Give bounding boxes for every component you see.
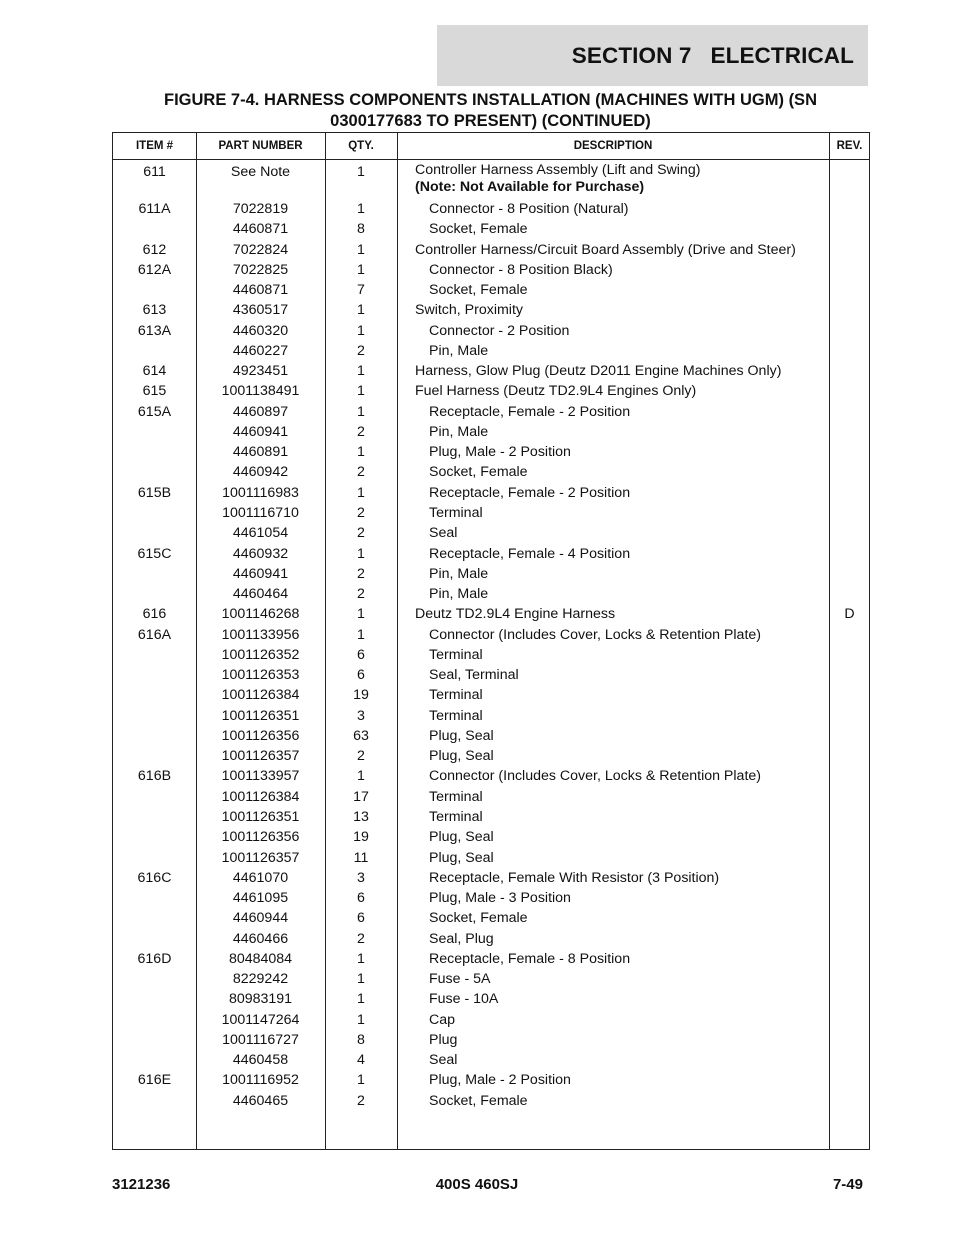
description: Terminal (429, 504, 483, 521)
table-row (113, 929, 869, 949)
column-header-description: DESCRIPTION (573, 140, 653, 152)
table-row (113, 685, 869, 705)
part-number: 7022824 (232, 241, 289, 258)
quantity: 7 (357, 282, 365, 299)
item-number: 613A (137, 322, 172, 339)
quantity: 1 (357, 363, 365, 380)
part-number: 4461070 (232, 869, 289, 886)
part-number: 1001116710 (222, 504, 299, 521)
table-row (113, 908, 869, 928)
quantity: 6 (357, 910, 365, 927)
quantity: 1 (357, 302, 365, 319)
part-number: 4460932 (232, 545, 289, 562)
column-header-part-number: PART NUMBER (218, 140, 303, 152)
item-number: 616D (137, 950, 172, 967)
quantity: 1 (357, 950, 365, 967)
table-row (113, 442, 869, 462)
part-number: 4460944 (232, 910, 289, 927)
table-row (113, 766, 869, 786)
description: Harness, Glow Plug (Deutz D2011 Engine Machines Only) (415, 363, 782, 380)
part-number: 1001116727 (222, 1031, 299, 1048)
part-number: 4460227 (232, 342, 289, 359)
column-header-qty: QTY. (348, 140, 374, 152)
table-row (113, 706, 869, 726)
description: Pin, Male (429, 565, 489, 582)
item-number: 612A (137, 261, 172, 278)
description: Cap (429, 1011, 456, 1028)
description: Terminal (429, 687, 483, 704)
item-number: 616E (137, 1072, 172, 1089)
description: Seal, Plug (429, 930, 494, 947)
table-row (113, 321, 869, 341)
quantity: 1 (357, 991, 365, 1008)
quantity: 2 (357, 342, 365, 359)
description: Switch, Proximity (415, 302, 523, 319)
parts-table (112, 132, 870, 1150)
description: Connector (Includes Cover, Locks & Retention Plate) (429, 768, 761, 785)
figure-title-line-2: 0300177683 TO PRESENT) (CONTINUED) (330, 112, 651, 130)
part-number: 1001126353 (221, 667, 300, 684)
quantity: 19 (353, 829, 369, 846)
section-title: SECTION 7 ELECTRICAL (571, 42, 854, 68)
table-row (113, 462, 869, 482)
quantity: 1 (357, 768, 365, 785)
quantity: 2 (357, 748, 365, 765)
item-number: 615A (137, 403, 172, 420)
item-number: 615 (142, 383, 167, 400)
part-number: 1001126356 (221, 829, 300, 846)
table-row (113, 807, 869, 827)
table-row (113, 483, 869, 503)
table-row (113, 523, 869, 543)
table-row (113, 746, 869, 766)
item-number: 611A (138, 201, 171, 217)
quantity: 1 (357, 403, 365, 420)
description: Receptacle, Female - 8 Position (429, 950, 631, 967)
quantity: 1 (357, 383, 365, 400)
item-number: 616A (137, 626, 172, 643)
item-number: 616B (137, 768, 172, 785)
part-number: 4460871 (232, 282, 289, 299)
description: Socket, Female (429, 910, 528, 927)
description: Connector - 8 Position (Natural) (429, 201, 629, 217)
part-number: 4460941 (232, 565, 289, 582)
table-row (113, 726, 869, 746)
quantity: 6 (357, 646, 365, 663)
quantity: 1 (357, 444, 365, 461)
table-row (113, 240, 869, 260)
part-number: 4461095 (232, 890, 289, 907)
table-body (113, 162, 869, 1111)
item-number: 612 (142, 241, 167, 258)
quantity: 4 (357, 1052, 365, 1069)
part-number: 1001147264 (221, 1011, 300, 1028)
description-note: (Note: Not Available for Purchase) (415, 179, 645, 195)
part-number: 1001138491 (221, 383, 300, 400)
table-row (113, 381, 869, 401)
part-number: 4923451 (232, 363, 289, 380)
table-row (113, 645, 869, 665)
footer-document-number: 3121236 (112, 1176, 171, 1193)
table-row (113, 949, 869, 969)
quantity: 2 (357, 565, 365, 582)
description: Connector - 2 Position (429, 322, 570, 339)
quantity: 1 (357, 545, 365, 562)
table-row (113, 341, 869, 361)
table-row (113, 564, 869, 584)
quantity: 1 (357, 626, 365, 643)
part-number: 1001116983 (222, 484, 299, 501)
part-number: 8229242 (232, 971, 289, 988)
description: Terminal (429, 788, 483, 805)
table-row (113, 503, 869, 523)
part-number: 4460897 (232, 403, 289, 420)
table-row (113, 219, 869, 239)
part-number: 1001126357 (221, 849, 300, 866)
quantity: 6 (357, 890, 365, 907)
quantity: 17 (353, 788, 369, 805)
description: Seal (429, 525, 458, 542)
description: Plug, Male - 3 Position (429, 890, 571, 907)
part-number: 1001126351 (221, 707, 300, 724)
part-number: 4460941 (232, 423, 289, 440)
quantity: 2 (357, 586, 365, 603)
part-number: 4460942 (232, 464, 289, 481)
part-number: 4460891 (232, 444, 289, 461)
quantity: 1 (357, 1072, 365, 1089)
table-row (113, 888, 869, 908)
table-row (113, 1030, 869, 1050)
item-number: 615B (137, 484, 172, 501)
quantity: 1 (357, 241, 365, 258)
quantity: 1 (357, 484, 365, 501)
item-number: 616 (142, 606, 167, 623)
table-row (113, 848, 869, 868)
table-row (113, 989, 869, 1009)
description: Receptacle, Female - 2 Position (429, 484, 631, 501)
column-header-item: ITEM # (135, 140, 174, 152)
quantity: 1 (357, 971, 365, 988)
description: Connector (Includes Cover, Locks & Retention Plate) (429, 626, 761, 643)
item-number: 611 (143, 164, 166, 180)
description: Deutz TD2.9L4 Engine Harness (415, 606, 616, 623)
part-number: 1001133957 (221, 768, 300, 785)
table-row (113, 1091, 869, 1111)
part-number: 1001126357 (221, 748, 300, 765)
part-number: 80484084 (228, 950, 293, 967)
quantity: 2 (357, 1092, 365, 1109)
quantity: 8 (357, 221, 365, 238)
table-row (113, 1010, 869, 1030)
figure-title-line-1: FIGURE 7-4. HARNESS COMPONENTS INSTALLATION (MACHINES WITH UGM) (SN (164, 91, 817, 109)
description: Receptacle, Female - 2 Position (429, 403, 631, 420)
part-number: 1001126356 (221, 727, 300, 744)
quantity: 6 (357, 667, 365, 684)
part-number: 4460320 (232, 322, 289, 339)
table-row (113, 162, 869, 199)
part-number: See Note (230, 164, 291, 180)
description: Plug, Seal (429, 727, 494, 744)
part-number: 4360517 (232, 302, 289, 319)
quantity: 3 (357, 869, 365, 886)
quantity: 1 (357, 1011, 365, 1028)
description: Pin, Male (429, 342, 489, 359)
description: Socket, Female (429, 464, 528, 481)
part-number: 4460466 (232, 930, 289, 947)
description: Socket, Female (429, 282, 528, 299)
part-number: 1001126351 (221, 808, 300, 825)
description: Receptacle, Female With Resistor (3 Position) (429, 869, 720, 886)
quantity: 8 (357, 1031, 365, 1048)
description: Terminal (429, 808, 483, 825)
part-number: 80983191 (228, 991, 293, 1008)
description-text: Controller Harness Assembly (Lift and Swing) (415, 162, 701, 178)
description: Pin, Male (429, 586, 489, 603)
quantity: 1 (357, 606, 365, 623)
part-number: 1001116952 (222, 1072, 299, 1089)
quantity: 2 (357, 504, 365, 521)
part-number: 4460465 (232, 1092, 289, 1109)
footer-model: 400S 460SJ (435, 1176, 519, 1193)
quantity: 3 (357, 707, 365, 724)
table-row (113, 422, 869, 442)
table-row (113, 544, 869, 564)
table-row (113, 665, 869, 685)
description: Pin, Male (429, 423, 489, 440)
table-row (113, 199, 869, 219)
description: Controller Harness/Circuit Board Assembly (Drive and Steer) (415, 241, 796, 258)
description: Socket, Female (429, 1092, 528, 1109)
part-number: 1001126352 (221, 646, 300, 663)
description: Socket, Female (429, 221, 528, 238)
table-row (113, 300, 869, 320)
description: Receptacle, Female - 4 Position (429, 545, 631, 562)
quantity: 2 (357, 464, 365, 481)
part-number: 1001126384 (221, 788, 300, 805)
description: Connector - 8 Position Black) (429, 261, 613, 278)
part-number: 4460458 (232, 1052, 289, 1069)
part-number: 7022825 (232, 261, 289, 278)
description: Seal (429, 1052, 458, 1069)
description: Plug, Seal (429, 748, 494, 765)
quantity: 1 (357, 261, 365, 278)
part-number: 1001126384 (221, 687, 300, 704)
table-row (113, 402, 869, 422)
item-number: 616C (137, 869, 172, 886)
quantity: 1 (357, 322, 365, 339)
description: Plug, Seal (429, 849, 494, 866)
table-row (113, 827, 869, 847)
description: Terminal (429, 646, 483, 663)
section-banner (437, 25, 868, 86)
part-number: 4461054 (232, 525, 289, 542)
table-row (113, 787, 869, 807)
part-number: 4460871 (232, 221, 289, 238)
part-number: 7022819 (232, 201, 289, 217)
quantity: 2 (357, 525, 365, 542)
quantity: 19 (353, 687, 369, 704)
quantity: 1 (357, 164, 365, 180)
quantity: 1 (357, 201, 365, 217)
description: Fuse - 5A (429, 971, 491, 988)
quantity: 2 (357, 423, 365, 440)
figure-title (112, 90, 869, 132)
description: Plug, Male - 2 Position (429, 1072, 571, 1089)
table-row (113, 625, 869, 645)
column-header-rev: REV. (836, 140, 863, 152)
description: Plug, Seal (429, 829, 494, 846)
table-row (113, 1070, 869, 1090)
table-row (113, 260, 869, 280)
revision: D (844, 606, 855, 623)
description: Terminal (429, 707, 483, 724)
item-number: 614 (142, 363, 167, 380)
table-row (113, 361, 869, 381)
table-row (113, 280, 869, 300)
quantity: 11 (353, 849, 369, 866)
footer-page-number: 7-49 (832, 1176, 863, 1193)
description: Fuel Harness (Deutz TD2.9L4 Engines Only) (415, 383, 697, 400)
table-row (113, 604, 869, 624)
table-row (113, 868, 869, 888)
table-row (113, 584, 869, 604)
table-row (113, 969, 869, 989)
part-number: 4460464 (232, 586, 289, 603)
part-number: 1001146268 (221, 606, 300, 623)
quantity: 63 (353, 727, 369, 744)
quantity: 2 (357, 930, 365, 947)
description (415, 162, 825, 195)
description: Seal, Terminal (429, 667, 519, 684)
table-row (113, 1050, 869, 1070)
item-number: 613 (142, 302, 167, 319)
description: Fuse - 10A (429, 991, 499, 1008)
part-number: 1001133956 (221, 626, 300, 643)
description: Plug (429, 1031, 458, 1048)
description: Plug, Male - 2 Position (429, 444, 571, 461)
quantity: 13 (353, 808, 369, 825)
header-divider (113, 159, 869, 160)
item-number: 615C (137, 545, 172, 562)
